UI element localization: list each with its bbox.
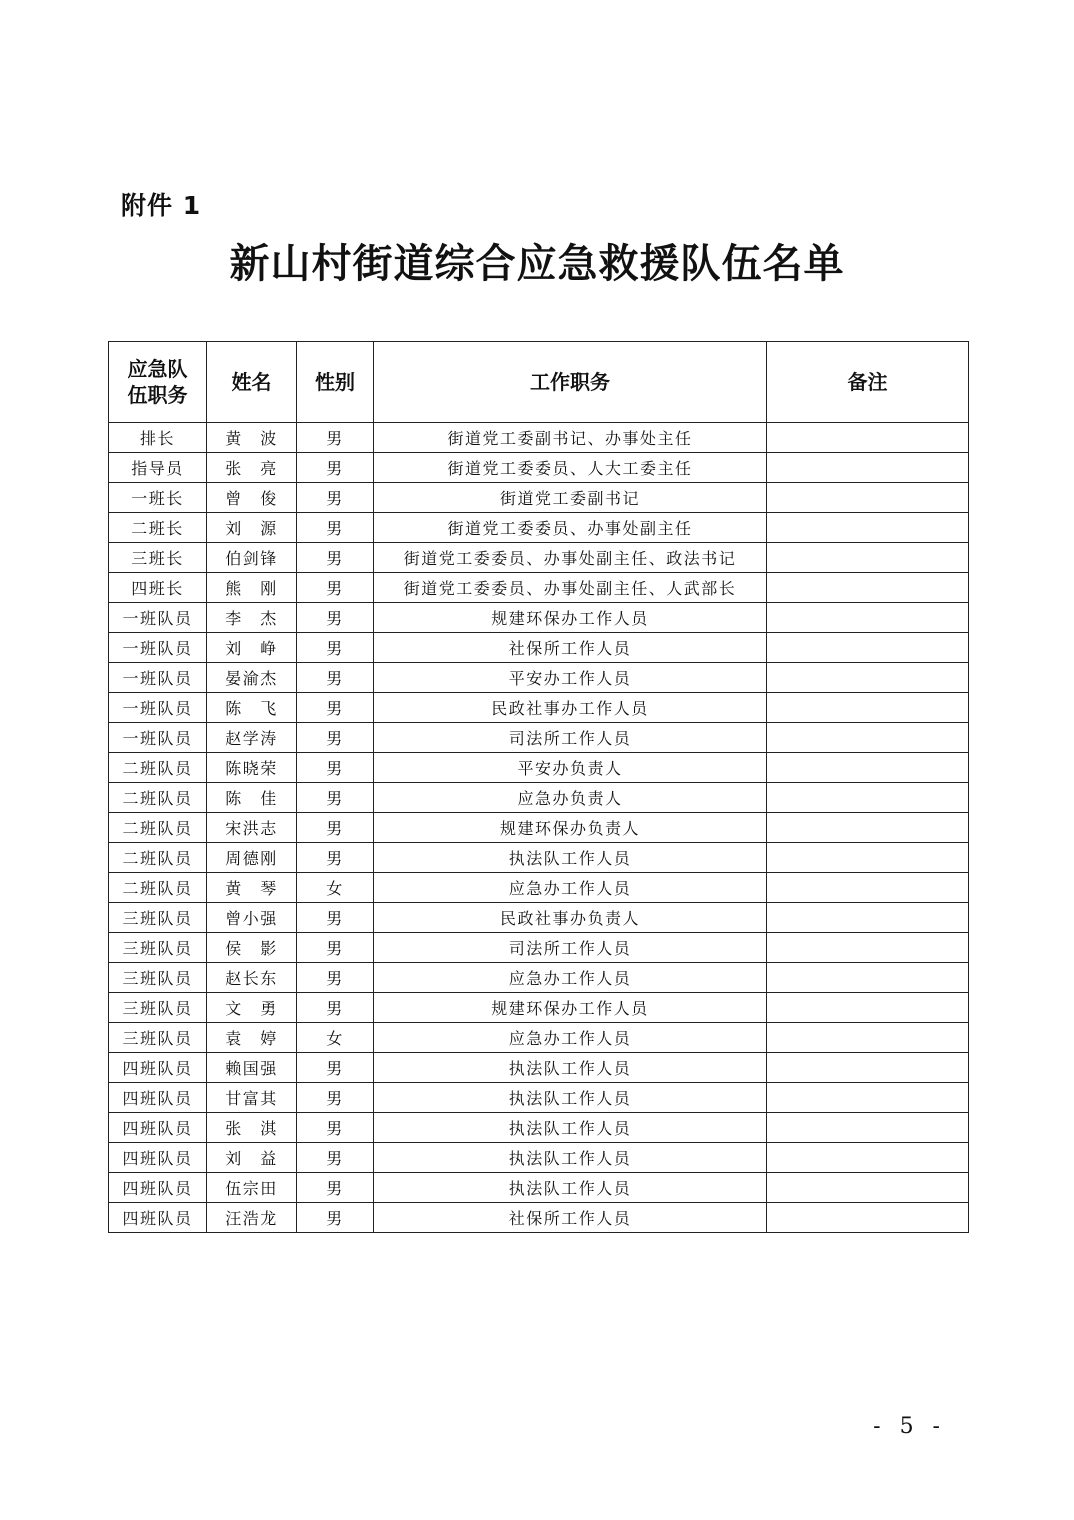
cell-role: 一班长 (109, 483, 207, 513)
cell-note (767, 1173, 969, 1203)
cell-note (767, 873, 969, 903)
roster-table-body (109, 423, 969, 1233)
cell-gender: 男 (297, 783, 374, 813)
cell-duty: 平安办负责人 (374, 753, 767, 783)
cell-duty: 执法队工作人员 (374, 1113, 767, 1143)
cell-role: 四班队员 (109, 1173, 207, 1203)
table-row (109, 1113, 969, 1143)
cell-role: 四班队员 (109, 1113, 207, 1143)
cell-name: 陈 飞 (207, 693, 297, 723)
cell-duty: 街道党工委委员、办事处副主任 (374, 513, 767, 543)
cell-gender: 男 (297, 963, 374, 993)
cell-role: 四班队员 (109, 1143, 207, 1173)
table-row (109, 963, 969, 993)
cell-role: 一班队员 (109, 603, 207, 633)
table-row (109, 1053, 969, 1083)
cell-note (767, 1023, 969, 1053)
cell-role: 二班长 (109, 513, 207, 543)
table-row (109, 1083, 969, 1113)
attachment-label: 附件 1 (121, 191, 202, 220)
cell-note (767, 963, 969, 993)
cell-duty: 执法队工作人员 (374, 1053, 767, 1083)
table-header-row (109, 342, 969, 423)
cell-name: 曾小强 (207, 903, 297, 933)
cell-role: 一班队员 (109, 693, 207, 723)
cell-role: 一班队员 (109, 663, 207, 693)
table-row (109, 933, 969, 963)
cell-gender: 男 (297, 993, 374, 1023)
cell-role: 四班长 (109, 573, 207, 603)
cell-name: 宋洪志 (207, 813, 297, 843)
table-row (109, 1143, 969, 1173)
cell-note (767, 663, 969, 693)
cell-duty: 规建环保办工作人员 (374, 993, 767, 1023)
cell-note (767, 693, 969, 723)
cell-gender: 男 (297, 663, 374, 693)
cell-name: 赵长东 (207, 963, 297, 993)
table-row (109, 513, 969, 543)
cell-role: 三班队员 (109, 963, 207, 993)
table-row (109, 543, 969, 573)
cell-note (767, 513, 969, 543)
cell-gender: 男 (297, 423, 374, 453)
cell-note (767, 573, 969, 603)
cell-note (767, 1143, 969, 1173)
cell-gender: 男 (297, 843, 374, 873)
cell-name: 周德刚 (207, 843, 297, 873)
cell-name: 张 亮 (207, 453, 297, 483)
cell-duty: 规建环保办工作人员 (374, 603, 767, 633)
cell-gender: 男 (297, 933, 374, 963)
cell-duty: 司法所工作人员 (374, 723, 767, 753)
cell-gender: 男 (297, 513, 374, 543)
cell-gender: 男 (297, 1143, 374, 1173)
cell-duty: 街道党工委委员、办事处副主任、政法书记 (374, 543, 767, 573)
cell-note (767, 543, 969, 573)
header-note: 备注 (767, 342, 969, 423)
cell-duty: 社保所工作人员 (374, 1203, 767, 1233)
cell-name: 伯剑锋 (207, 543, 297, 573)
cell-name: 曾 俊 (207, 483, 297, 513)
cell-role: 三班长 (109, 543, 207, 573)
cell-name: 赖国强 (207, 1053, 297, 1083)
cell-gender: 男 (297, 483, 374, 513)
table-row (109, 873, 969, 903)
cell-name: 文 勇 (207, 993, 297, 1023)
cell-name: 陈晓荣 (207, 753, 297, 783)
cell-role: 四班队员 (109, 1203, 207, 1233)
cell-gender: 女 (297, 873, 374, 903)
table-row (109, 603, 969, 633)
cell-gender: 男 (297, 603, 374, 633)
cell-note (767, 423, 969, 453)
cell-role: 指导员 (109, 453, 207, 483)
cell-role: 四班队员 (109, 1083, 207, 1113)
cell-gender: 男 (297, 1203, 374, 1233)
table-row (109, 1203, 969, 1233)
table-row (109, 993, 969, 1023)
cell-gender: 男 (297, 1083, 374, 1113)
cell-note (767, 753, 969, 783)
cell-role: 三班队员 (109, 1023, 207, 1053)
table-row (109, 843, 969, 873)
page-number: - 5 - (873, 1414, 946, 1439)
cell-name: 李 杰 (207, 603, 297, 633)
table-row (109, 663, 969, 693)
cell-name: 张 淇 (207, 1113, 297, 1143)
cell-name: 熊 刚 (207, 573, 297, 603)
cell-duty: 执法队工作人员 (374, 1083, 767, 1113)
cell-gender: 男 (297, 633, 374, 663)
cell-name: 伍宗田 (207, 1173, 297, 1203)
cell-role: 四班队员 (109, 1053, 207, 1083)
cell-note (767, 723, 969, 753)
cell-name: 陈 佳 (207, 783, 297, 813)
cell-role: 二班队员 (109, 873, 207, 903)
cell-name: 晏渝杰 (207, 663, 297, 693)
cell-note (767, 1203, 969, 1233)
cell-duty: 民政社事办负责人 (374, 903, 767, 933)
cell-gender: 男 (297, 453, 374, 483)
cell-note (767, 903, 969, 933)
table-row (109, 573, 969, 603)
cell-note (767, 993, 969, 1023)
cell-name: 赵学涛 (207, 723, 297, 753)
cell-note (767, 1053, 969, 1083)
document-title: 新山村街道综合应急救援队伍名单 (229, 241, 845, 287)
table-row (109, 1023, 969, 1053)
header-duty: 工作职务 (374, 342, 767, 423)
cell-gender: 男 (297, 723, 374, 753)
cell-role: 一班队员 (109, 633, 207, 663)
cell-name: 黄 波 (207, 423, 297, 453)
header-role: 应急队伍职务 (109, 342, 207, 423)
cell-name: 刘 益 (207, 1143, 297, 1173)
cell-note (767, 483, 969, 513)
cell-duty: 规建环保办负责人 (374, 813, 767, 843)
cell-duty: 应急办工作人员 (374, 963, 767, 993)
cell-name: 侯 影 (207, 933, 297, 963)
cell-note (767, 933, 969, 963)
cell-role: 一班队员 (109, 723, 207, 753)
cell-note (767, 783, 969, 813)
cell-duty: 民政社事办工作人员 (374, 693, 767, 723)
cell-duty: 平安办工作人员 (374, 663, 767, 693)
cell-role: 二班队员 (109, 843, 207, 873)
cell-gender: 男 (297, 1173, 374, 1203)
cell-role: 二班队员 (109, 783, 207, 813)
cell-note (767, 1113, 969, 1143)
cell-name: 汪浩龙 (207, 1203, 297, 1233)
table-row (109, 693, 969, 723)
cell-gender: 男 (297, 813, 374, 843)
table-row (109, 753, 969, 783)
cell-name: 甘富其 (207, 1083, 297, 1113)
cell-role: 三班队员 (109, 993, 207, 1023)
header-gender: 性别 (297, 342, 374, 423)
cell-gender: 男 (297, 573, 374, 603)
cell-duty: 应急办工作人员 (374, 873, 767, 903)
cell-gender: 女 (297, 1023, 374, 1053)
cell-gender: 男 (297, 1113, 374, 1143)
cell-name: 黄 琴 (207, 873, 297, 903)
cell-role: 二班队员 (109, 753, 207, 783)
cell-note (767, 633, 969, 663)
cell-duty: 应急办负责人 (374, 783, 767, 813)
cell-gender: 男 (297, 903, 374, 933)
cell-duty: 街道党工委委员、人大工委主任 (374, 453, 767, 483)
cell-note (767, 453, 969, 483)
cell-duty: 社保所工作人员 (374, 633, 767, 663)
table-row (109, 633, 969, 663)
cell-role: 三班队员 (109, 933, 207, 963)
table-row (109, 903, 969, 933)
cell-duty: 街道党工委委员、办事处副主任、人武部长 (374, 573, 767, 603)
cell-note (767, 843, 969, 873)
cell-duty: 司法所工作人员 (374, 933, 767, 963)
cell-name: 袁 婷 (207, 1023, 297, 1053)
cell-gender: 男 (297, 693, 374, 723)
table-row (109, 1173, 969, 1203)
cell-note (767, 603, 969, 633)
header-name: 姓名 (207, 342, 297, 423)
table-row (109, 723, 969, 753)
cell-gender: 男 (297, 753, 374, 783)
cell-name: 刘 峥 (207, 633, 297, 663)
cell-duty: 应急办工作人员 (374, 1023, 767, 1053)
cell-note (767, 1083, 969, 1113)
cell-duty: 执法队工作人员 (374, 1143, 767, 1173)
table-row (109, 813, 969, 843)
table-row (109, 423, 969, 453)
cell-gender: 男 (297, 1053, 374, 1083)
cell-duty: 执法队工作人员 (374, 1173, 767, 1203)
cell-name: 刘 源 (207, 513, 297, 543)
cell-duty: 街道党工委副书记、办事处主任 (374, 423, 767, 453)
table-row (109, 783, 969, 813)
cell-duty: 执法队工作人员 (374, 843, 767, 873)
roster-table (108, 341, 969, 1233)
cell-duty: 街道党工委副书记 (374, 483, 767, 513)
cell-note (767, 813, 969, 843)
cell-gender: 男 (297, 543, 374, 573)
cell-role: 二班队员 (109, 813, 207, 843)
cell-role: 排长 (109, 423, 207, 453)
cell-role: 三班队员 (109, 903, 207, 933)
table-row (109, 453, 969, 483)
table-row (109, 483, 969, 513)
